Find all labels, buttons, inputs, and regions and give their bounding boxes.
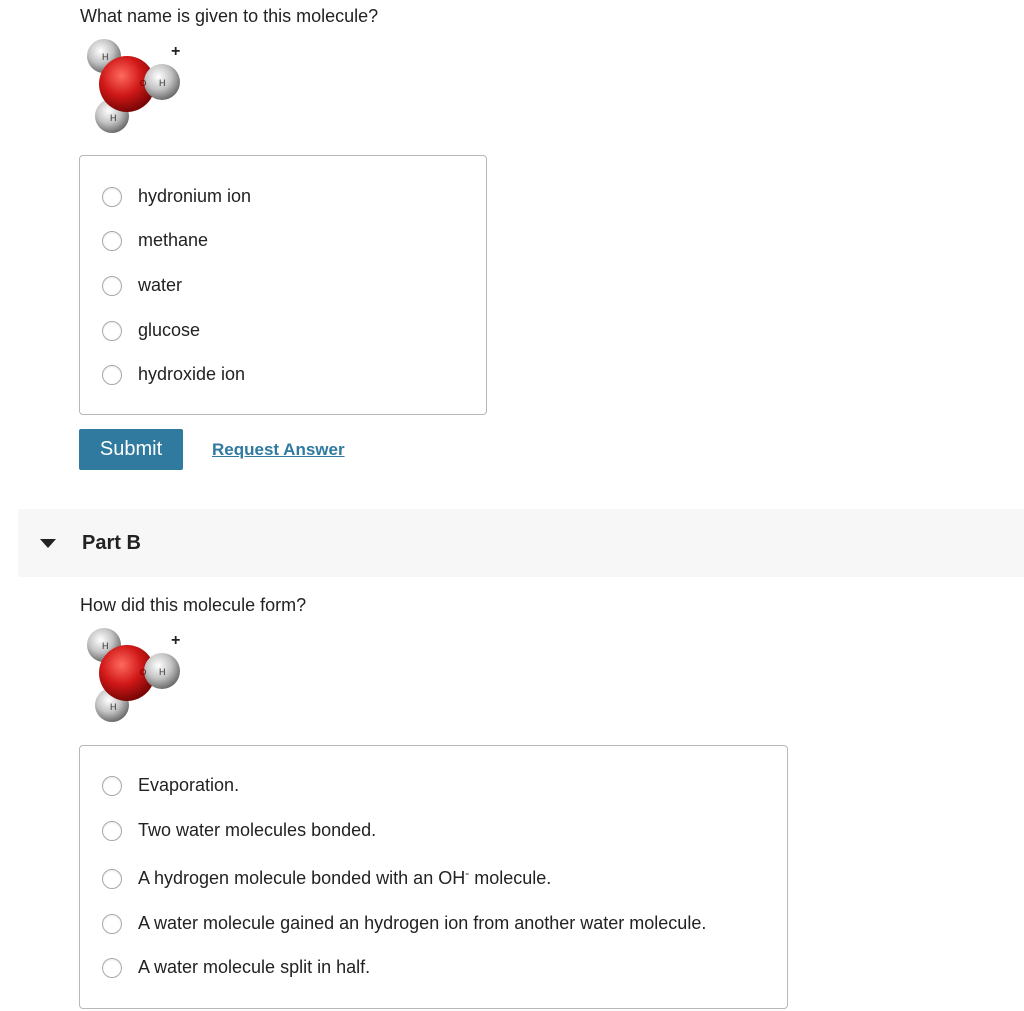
radio-button[interactable] <box>102 914 122 934</box>
choice-hydroxide-ion[interactable] <box>102 364 245 385</box>
request-answer-link[interactable]: Request Answer <box>212 440 345 459</box>
atom-label-h: H <box>102 52 109 62</box>
part-b-title: Part B <box>82 532 141 554</box>
atom-label-h: H <box>159 78 166 88</box>
part-b-header[interactable] <box>18 509 1024 577</box>
radio-button[interactable] <box>102 365 122 385</box>
caret-down-icon[interactable] <box>40 539 56 548</box>
part-b-question: How did this molecule form? <box>80 595 307 615</box>
choice-label: hydroxide ion <box>138 364 246 384</box>
radio-button[interactable] <box>102 821 122 841</box>
choice-label: water <box>138 275 183 295</box>
choice-label: A water molecule gained an hydrogen ion from another water molecule. <box>138 913 707 933</box>
atom-label-o: O <box>140 79 147 88</box>
radio-button[interactable] <box>102 321 122 341</box>
submit-button[interactable]: Submit <box>79 429 183 470</box>
choice-water[interactable] <box>102 275 182 296</box>
choice-hydronium-ion[interactable] <box>102 186 251 207</box>
choice-methane[interactable] <box>102 230 208 251</box>
atom-label-h: H <box>159 667 166 677</box>
radio-button[interactable] <box>102 958 122 978</box>
choice-water-gained-hydrogen-ion[interactable] <box>102 913 706 934</box>
charge-label: + <box>171 632 181 649</box>
hydronium-molecule-image-a <box>82 36 192 136</box>
radio-button[interactable] <box>102 231 122 251</box>
choice-label: glucose <box>138 320 201 340</box>
choice-label: Two water molecules bonded. <box>138 820 377 840</box>
part-a-question: What name is given to this molecule? <box>80 6 379 26</box>
choice-glucose[interactable] <box>102 320 200 341</box>
choice-evaporation[interactable] <box>102 775 239 796</box>
choice-label-superscript: - <box>465 866 470 880</box>
choice-water-split[interactable] <box>102 957 370 978</box>
radio-button[interactable] <box>102 276 122 296</box>
choice-two-water-molecules[interactable] <box>102 820 376 841</box>
choice-label: methane <box>138 230 209 250</box>
choice-label: hydronium ion <box>138 186 252 206</box>
choice-hydrogen-oh[interactable] <box>102 868 551 889</box>
choice-label-pre: A hydrogen molecule bonded with an OH <box>138 868 466 888</box>
charge-label: + <box>171 43 181 60</box>
part-b-choices <box>79 745 788 1009</box>
hydronium-molecule-image-b <box>82 625 192 725</box>
choice-label: A water molecule split in half. <box>138 957 371 977</box>
choice-label-post: molecule. <box>469 868 552 888</box>
atom-label-h: H <box>110 702 117 712</box>
choice-label: Evaporation. <box>138 775 240 795</box>
atom-label-o: O <box>140 668 147 677</box>
radio-button[interactable] <box>102 187 122 207</box>
atom-label-h: H <box>102 641 109 651</box>
choice-label <box>138 868 551 889</box>
radio-button[interactable] <box>102 776 122 796</box>
radio-button[interactable] <box>102 869 122 889</box>
atom-label-h: H <box>110 113 117 123</box>
part-a-choices <box>79 155 487 415</box>
